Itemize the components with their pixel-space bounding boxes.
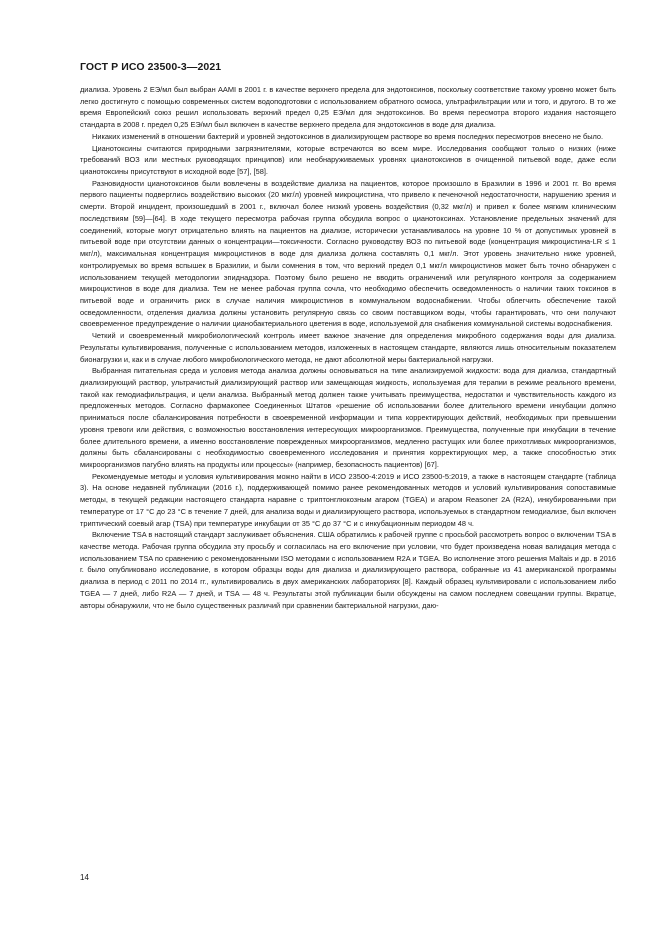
paragraph: Выбранная питательная среда и условия метода анализа должны основываться на типе анализируемой жидкости: вода для диализа, стандартный диализирующий раствор, ультрачистый диализирующий раствор или замещающая жидкость, используемая для терапии в режиме реального времени, такой как гемодиафильтрация, и цели анализа. Выбранный метод должен также учитывать преимущества, недостатки и чувствительность каждого из предложенных методов. Согласно фармакопее Соединенных Штатов «решение об использовании более длительного времени инкубации должно приниматься после сбалансирования потребности в своевременной информации и типа корректирующих действий, необходимых при превышении уровня тревоги или действия, с возможностью восстановления интересующих микроорганизмов. Преимущества, полученные при инкубации в течение более длительного времени, а именно восстановление поврежденных микроорганизмов, медленно растущих или более прихотливых микроорганизмов, должны быть сбалансированы с необходимостью своевременного исследования и принятия корректирующих мер, а также способностью этих микроорганизмов пагубно влиять на продукты или процессы» (например, безопасность пациентов) [67]. — [80, 366, 616, 469]
paragraph: Рекомендуемые методы и условия культивирования можно найти в ИСО 23500-4:2019 и ИСО 23500-5:2019, а также в настоящем стандарте (таблица 3). На основе недавней публикации (2016 г.), поддерживающей помимо ранее рекомендованных методов и условий культивирования сопоставимые методы, в текущей редакции настоящего стандарта наравне с триптонглюкозным агаром (TGEA) и агаром Reasoner 2A (R2A), инкубированными при температуре от 17 °С до 23 °С в течение 7 дней, для анализа воды и диализирующего раствора, используемых в стандартном гемодиализе, был включен триптический соевый агар (TSA) при температуре инкубации от 35 °С до 37 °С и с инкубационным периодом 48 ч. — [80, 471, 616, 528]
paragraph: Включение TSA в настоящий стандарт заслуживает объяснения. США обратились к рабочей группе с просьбой рассмотреть вопрос о включении TSA в качестве метода. Рабочая группа обсудила эту просьбу и согласилась на его включение при условии, что будет произведена новая валидация метода с использованием TSA по сравнению с рекомендованными ISO методами с использованием R2A и TGEA. Во исполнение этого решения Maltais и др. в 2016 г. было опубликовано исследование, в котором образцы воды для диализа и диализирующего раствора, собранные из 41 американской программы диализа в период с 2011 по 2014 гг., культивировались в двух американских лабораториях [8]. Каждый образец культивировали с использованием либо TGEA — 7 дней, либо R2A — 7 дней, и TSA — 48 ч. Результаты этой публикации были обсуждены на самом последнем совещании группы. Вкратце, авторы обнаружили, что не было существенных различий при сравнении бактериальной нагрузки, даю- — [80, 530, 616, 610]
paragraph: Цианотоксины считаются природными загрязнителями, которые встречаются во всем мире. Исследования сообщают только о низких (ниже требований ВОЗ или местных руководящих принципов) или необнаруживаемых уровнях цианотоксинов в очищенной питьевой воде, даже если цианотоксины присутствуют в исходной воде [57], [58]. — [80, 143, 616, 177]
paragraph: Разновидности цианотоксинов были вовлечены в воздействие диализа на пациентов, которое произошло в Бразилии в 1996 и 2001 гг. Во время первого пациенты подверглись воздействию высоких (20 мкг/л) уровней микроцистина, что привело к печеночной недостаточности, нарушению зрения и смерти. Второй инцидент, произошедший в 2001 г., включал более низкий уровень воздействия (0,32 мкг/л) и привел к более мягким клиническим последствиям [59]—[64]. В ходе текущего пересмотра рабочая группа обсудила вопрос о цианотоксинах. Установление предельных значений для соединений, которые могут отрицательно влиять на пациентов на диализе, исторически устанавливалось на уровне 10 % от допустимых уровней в питьевой воде при отсутствии данных о концентрации—токсичности. Согласно руководству ВОЗ по питьевой воде (концентрация микроцистина-LR ≤ 1 мкг/л), максимальная концентрация микроцистинов в воде для диализа должна составлять 0,1 мкг/л. Этот уровень значительно ниже уровней, контролируемых во время вспышек в Бразилии, и были сомнения в том, что верхний предел 0,1 мкг/л микроцистинов может быть точно обнаружен с использованием текущей методологии эпиднадзора. Поэтому было решено не вводить ограничений или регулярного контроля за содержанием микроцистинов в воде для диализа. Тем не менее рабочая группа сочла, что необходимо обеспечить осведомленность о наличии таких токсинов в питьевой воде и ограничить риск в случае наличия микроцистинов в коммунальном водоснабжении. Чтобы облегчить обеспечение такой осведомленности, отделения диализа должны установить регулярную связь со своим поставщиком воды, чтобы гарантировать, что они получают своевременное предупреждение о наличии цианобактериального цветения в воде, используемой для снабжения коммунальной системы водоснабжения. — [80, 178, 616, 329]
page-number: 14 — [80, 873, 89, 882]
page-header-standard-id: ГОСТ Р ИСО 23500-3—2021 — [80, 61, 222, 73]
paragraph: Четкий и своевременный микробиологический контроль имеет важное значение для определения микробного содержания воды для диализа. Результаты культивирования, полученные с использованием методов, изложенных в настоящем стандарте, являются лишь относительным показателем бионагрузки и, как и в случае любого микробиологического метода, не дают абсолютной меры бактериальной нагрузки. — [80, 331, 616, 364]
paragraph: диализа. Уровень 2 ЕЭ/мл был выбран AAMI в 2001 г. в качестве верхнего предела для эндотоксинов, поскольку соответствие такому уровню может быть легко достигнуто с помощью современных систем водоподготовки с использованием обратного осмоса, ультрафильтрации или и того, и другого. В то же время Европейский союз решил использовать верхний предел 0,25 ЕЭ/мл для эндотоксинов. Во время пересмотра второго издания настоящего стандарта в 2008 г. предел 0,25 ЕЭ/мл был включен в качестве верхнего предела для эндотоксинов в воде для диализа. — [80, 85, 616, 130]
document-body — [80, 84, 616, 611]
paragraph: Никаких изменений в отношении бактерий и уровней эндотоксинов в диализирующем растворе во время последних пересмотров внесено не было. — [92, 131, 604, 141]
